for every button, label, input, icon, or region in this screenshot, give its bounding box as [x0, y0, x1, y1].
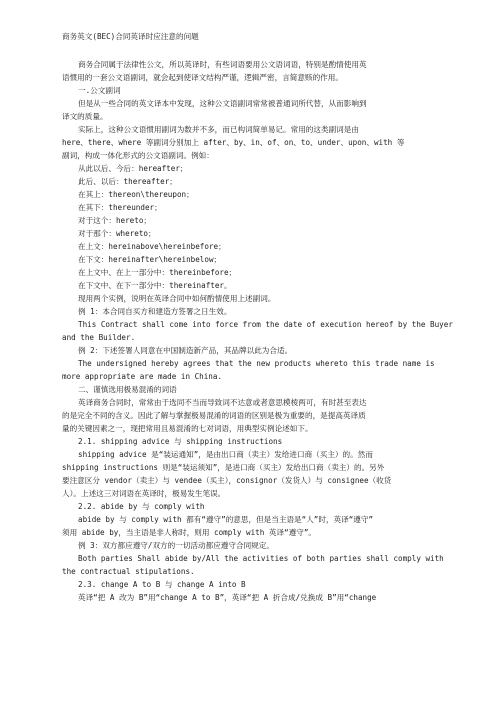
text-line: abide by 与 comply with 都有“遵守”的意思，但是当主语是“人”时，英译“遵守”	[78, 515, 374, 524]
text-line: here、there、where 等副词分别加上 after、by、in、of、on、to、under、upon、with 等	[62, 138, 405, 147]
text-line: The undersigned hereby agrees that the new products whereto this trade name is	[78, 359, 435, 368]
text-line: Both parties Shall abide by/All the activities of both parties shall comply with	[78, 554, 444, 563]
text-line: 语惯用的一套公文语副词，就会起到使译文结构严谨，逻辑严密，言简意赅的作用。	[62, 73, 343, 82]
text-line: 在上文中、在上一部分中：thereinbefore；	[78, 268, 237, 277]
text-line: 人）。上述这三对词语在英译时，极易发生笔误。	[62, 489, 226, 498]
text-line: 例 1：本合同自买方和建造方签署之日生效。	[78, 307, 232, 316]
text-line: 一.公文副词	[78, 86, 121, 95]
text-line: 副词，构成一体化形式的公文语副词。例如：	[62, 151, 214, 160]
text-line: shipping instructions 则是“装运须知”，是进口商（买主）发给出口商（卖主）的。另外	[62, 463, 385, 472]
text-line: 例 2：下述签署人同意在中国制造新产品，其品牌以此为合适。	[78, 346, 293, 355]
text-line: 译文的质量。	[62, 112, 108, 121]
text-line: 2.3. change A to B 与 change A into B	[78, 580, 246, 589]
text-line: the contractual stipulations.	[62, 567, 195, 576]
text-line: 对于那个：whereto；	[78, 229, 156, 238]
text-line: 二、谨慎选用极易混淆的词语	[78, 385, 177, 394]
text-line: 在下文中、在下一部分中：thereinafter。	[78, 281, 232, 290]
text-line: 实际上，这种公文语惯用副词为数并不多，而已构词简单易记。常用的这类副词是由	[78, 125, 359, 134]
text-line: 英译商务合同时，常常由于选同不当而导致词不达意或者意思模棱两可，有时甚至表达	[78, 398, 367, 407]
text-line: 量的关键因素之一，现把常用且易混淆的七对词语，用典型实例论述如下。	[62, 424, 313, 433]
text-line: 在下文：hereinafter\hereinbelow；	[78, 255, 222, 264]
page-title: 商务英文(BEC)合同英译时应注意的问题	[62, 32, 199, 41]
text-line: 商务合同属于法律性公文，所以英译时，有些词语要用公文语词语，特别是酌情使用英	[78, 60, 367, 69]
text-line: 须用 abide by，当主语是非人称时，则用 comply with 英译“遵守”。	[62, 528, 317, 537]
text-line: This Contract shall come into force from the date of execution hereof by the Buyer	[78, 320, 453, 329]
text-line: 要注意区分 vendor（卖主）与 vendee（买主），consignor（发货人）与 consignee（收货	[62, 476, 392, 485]
text-line: 从此以后、今后：hereafter；	[78, 164, 188, 173]
text-line: 此后、以后：thereafter；	[78, 177, 177, 186]
text-line: 对于这个：hereto；	[78, 216, 151, 225]
text-line: 在其下：thereunder；	[78, 203, 162, 212]
text-line: 的是完全不同的含义。因此了解与掌握极易混淆的词语的区别是极为重要的，是提高英译质	[62, 411, 366, 420]
text-line: 英译“把 A 改为 B”用“change A to B”，英译“把 A 折合成/兑换成 B”用“change	[78, 593, 377, 602]
text-line: 在上文：hereinabove\hereinbefore；	[78, 242, 226, 251]
text-line: 在其上：thereon\thereupon；	[78, 190, 194, 199]
text-line: 2.1. shipping advice 与 shipping instructions	[78, 437, 283, 446]
text-line: 2.2. abide by 与 comply with	[78, 502, 205, 511]
text-line: and the Builder.	[62, 333, 136, 342]
document-body	[62, 58, 468, 604]
text-line: 现用两个实例，说明在英译合同中如何酌情使用上述副词。	[78, 294, 276, 303]
text-line: more appropriate are made in China.	[62, 372, 223, 381]
text-line: shipping advice 是“装运通知”，是由出口商（卖主）发给进口商（买主）的。然而	[78, 450, 373, 459]
text-line: 但是从一些合同的英文译本中发现，这种公文语副词常常被普通词所代替，从而影响到	[78, 99, 367, 108]
text-line: 例 3：双方都应遵守/双方的一切活动都应遵守合同规定。	[78, 541, 274, 550]
